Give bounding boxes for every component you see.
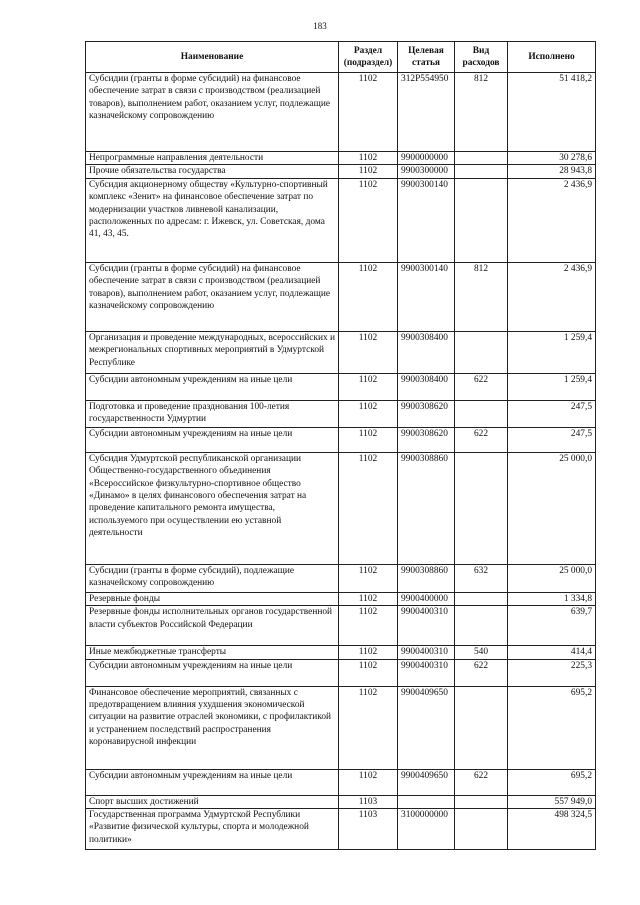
header-article: Целевая статья bbox=[398, 42, 455, 73]
cell-executed: 1 259,4 bbox=[508, 373, 596, 400]
cell-expense-type bbox=[455, 809, 508, 850]
header-section: Раздел (подраздел) bbox=[339, 42, 398, 73]
table-row bbox=[86, 809, 596, 850]
table-row bbox=[86, 795, 596, 808]
cell-expense-type: 622 bbox=[455, 373, 508, 400]
cell-expense-type: 632 bbox=[455, 564, 508, 592]
cell-section: 1102 bbox=[339, 646, 398, 659]
cell-executed: 498 324,5 bbox=[508, 809, 596, 850]
cell-name: Субсидии (гранты в форме субсидий) на финансовое обеспечение затрат в связи с производством (реализацией товаров), выполнением работ, оказанием услуг, подлежащие казначейскому сопровождению bbox=[86, 73, 339, 152]
cell-executed: 2 436,9 bbox=[508, 262, 596, 331]
cell-executed: 1 259,4 bbox=[508, 331, 596, 373]
cell-article: 3100000000 bbox=[398, 809, 455, 850]
cell-name: Государственная программа Удмуртской Республики «Развитие физической культуры, спорта и молодежной политики» bbox=[86, 809, 339, 850]
cell-section: 1102 bbox=[339, 331, 398, 373]
cell-name: Субсидии автономным учреждениям на иные цели bbox=[86, 659, 339, 686]
table-row bbox=[86, 400, 596, 427]
cell-section: 1102 bbox=[339, 165, 398, 178]
cell-name: Субсидии (гранты в форме субсидий) на финансовое обеспечение затрат в связи с производством (реализацией товаров), выполнением работ, оказанием услуг, подлежащие казначейскому сопровождению bbox=[86, 262, 339, 331]
cell-section: 1102 bbox=[339, 178, 398, 262]
cell-executed: 1 334,8 bbox=[508, 592, 596, 605]
cell-expense-type bbox=[455, 686, 508, 769]
cell-article: 9900308400 bbox=[398, 331, 455, 373]
cell-executed: 247,5 bbox=[508, 400, 596, 427]
cell-article: 9900308860 bbox=[398, 452, 455, 564]
cell-section: 1102 bbox=[339, 262, 398, 331]
cell-executed: 25 000,0 bbox=[508, 452, 596, 564]
cell-name: Организация и проведение международных, всероссийских и межрегиональных спортивных мероприятий в Удмуртской Республике bbox=[86, 331, 339, 373]
cell-article: 9900300140 bbox=[398, 178, 455, 262]
table-header-row bbox=[86, 42, 596, 73]
cell-article: 312P554950 bbox=[398, 73, 455, 152]
cell-section: 1102 bbox=[339, 73, 398, 152]
table-row bbox=[86, 769, 596, 795]
cell-name: Субсидия акционерному обществу «Культурно-спортивный комплекс «Зенит» на финансовое обеспечение затрат по модернизации участков ливневой канализации, расположенных по адресам: г. Ижевск, ул. Советская, дома 41, 43, 45. bbox=[86, 178, 339, 262]
cell-section: 1102 bbox=[339, 452, 398, 564]
cell-name: Субсидии (гранты в форме субсидий), подлежащие казначейскому сопровождению bbox=[86, 564, 339, 592]
cell-article: 9900308620 bbox=[398, 400, 455, 427]
cell-section: 1102 bbox=[339, 659, 398, 686]
cell-executed: 695,2 bbox=[508, 686, 596, 769]
cell-section: 1102 bbox=[339, 686, 398, 769]
cell-section: 1102 bbox=[339, 373, 398, 400]
cell-name: Прочие обязательства государства bbox=[86, 165, 339, 178]
cell-executed: 51 418,2 bbox=[508, 73, 596, 152]
cell-article bbox=[398, 795, 455, 808]
table-row bbox=[86, 592, 596, 605]
table-row bbox=[86, 646, 596, 659]
cell-article: 9900400000 bbox=[398, 592, 455, 605]
cell-executed: 225,3 bbox=[508, 659, 596, 686]
cell-expense-type: 812 bbox=[455, 262, 508, 331]
cell-expense-type bbox=[455, 152, 508, 165]
cell-executed: 414,4 bbox=[508, 646, 596, 659]
cell-expense-type: 622 bbox=[455, 427, 508, 452]
cell-expense-type bbox=[455, 452, 508, 564]
table-row bbox=[86, 606, 596, 646]
cell-executed: 28 943,8 bbox=[508, 165, 596, 178]
cell-article: 9900400310 bbox=[398, 646, 455, 659]
cell-executed: 639,7 bbox=[508, 606, 596, 646]
table-row bbox=[86, 373, 596, 400]
cell-article: 9900000000 bbox=[398, 152, 455, 165]
cell-expense-type bbox=[455, 331, 508, 373]
table-row bbox=[86, 262, 596, 331]
table-row bbox=[86, 73, 596, 152]
cell-expense-type bbox=[455, 178, 508, 262]
table-row bbox=[86, 452, 596, 564]
table-row bbox=[86, 152, 596, 165]
cell-article: 9900308620 bbox=[398, 427, 455, 452]
cell-name: Резервные фонды исполнительных органов государственной власти субъектов Российской Федерации bbox=[86, 606, 339, 646]
cell-article: 9900308400 bbox=[398, 373, 455, 400]
cell-expense-type bbox=[455, 165, 508, 178]
cell-name: Субсидия Удмуртской республиканской организации Общественно-государственного объединения «Всероссийское физкультурно-спортивное общество «Динамо» в целях финансового обеспечения затрат на проведение капитального ремонта имущества, используемого при осуществлении ею уставной деятельности bbox=[86, 452, 339, 564]
cell-name: Непрограммные направления деятельности bbox=[86, 152, 339, 165]
cell-article: 9900400310 bbox=[398, 659, 455, 686]
cell-article: 9900308860 bbox=[398, 564, 455, 592]
table-body bbox=[86, 73, 596, 850]
cell-article: 9900300000 bbox=[398, 165, 455, 178]
cell-section: 1102 bbox=[339, 564, 398, 592]
table-row bbox=[86, 686, 596, 769]
cell-section: 1102 bbox=[339, 152, 398, 165]
table-row bbox=[86, 165, 596, 178]
table-row bbox=[86, 564, 596, 592]
cell-article: 9900400310 bbox=[398, 606, 455, 646]
cell-name: Подготовка и проведение празднования 100-летия государственности Удмуртии bbox=[86, 400, 339, 427]
cell-executed: 2 436,9 bbox=[508, 178, 596, 262]
table-row bbox=[86, 178, 596, 262]
table-row bbox=[86, 659, 596, 686]
budget-table bbox=[85, 41, 596, 850]
cell-article: 9900409650 bbox=[398, 686, 455, 769]
cell-name: Финансовое обеспечение мероприятий, связанных с предотвращением влияния ухудшения экономической ситуации на развитие отраслей экономики, с профилактикой и устранением последствий распространения коронавирусной инфекции bbox=[86, 686, 339, 769]
cell-expense-type: 812 bbox=[455, 73, 508, 152]
cell-executed: 247,5 bbox=[508, 427, 596, 452]
header-executed: Исполнено bbox=[508, 42, 596, 73]
table-row bbox=[86, 427, 596, 452]
cell-expense-type bbox=[455, 592, 508, 605]
page-number: 183 bbox=[313, 21, 327, 31]
cell-name: Субсидии автономным учреждениям на иные цели bbox=[86, 769, 339, 795]
cell-name: Резервные фонды bbox=[86, 592, 339, 605]
cell-article: 9900409650 bbox=[398, 769, 455, 795]
cell-expense-type bbox=[455, 400, 508, 427]
cell-name: Субсидии автономным учреждениям на иные цели bbox=[86, 373, 339, 400]
cell-name: Субсидии автономным учреждениям на иные цели bbox=[86, 427, 339, 452]
cell-section: 1102 bbox=[339, 769, 398, 795]
cell-executed: 557 949,0 bbox=[508, 795, 596, 808]
table-row bbox=[86, 331, 596, 373]
cell-section: 1103 bbox=[339, 809, 398, 850]
cell-executed: 695,2 bbox=[508, 769, 596, 795]
cell-executed: 30 278,6 bbox=[508, 152, 596, 165]
cell-executed: 25 000,0 bbox=[508, 564, 596, 592]
cell-section: 1102 bbox=[339, 592, 398, 605]
cell-name: Иные межбюджетные трансферты bbox=[86, 646, 339, 659]
cell-section: 1102 bbox=[339, 400, 398, 427]
cell-expense-type: 540 bbox=[455, 646, 508, 659]
cell-section: 1102 bbox=[339, 606, 398, 646]
cell-section: 1103 bbox=[339, 795, 398, 808]
cell-expense-type bbox=[455, 795, 508, 808]
cell-article: 9900300140 bbox=[398, 262, 455, 331]
cell-expense-type: 622 bbox=[455, 769, 508, 795]
header-name: Наименование bbox=[86, 42, 339, 73]
cell-expense-type bbox=[455, 606, 508, 646]
cell-section: 1102 bbox=[339, 427, 398, 452]
cell-name: Спорт высших достижений bbox=[86, 795, 339, 808]
header-expense-type: Вид расходов bbox=[455, 42, 508, 73]
cell-expense-type: 622 bbox=[455, 659, 508, 686]
